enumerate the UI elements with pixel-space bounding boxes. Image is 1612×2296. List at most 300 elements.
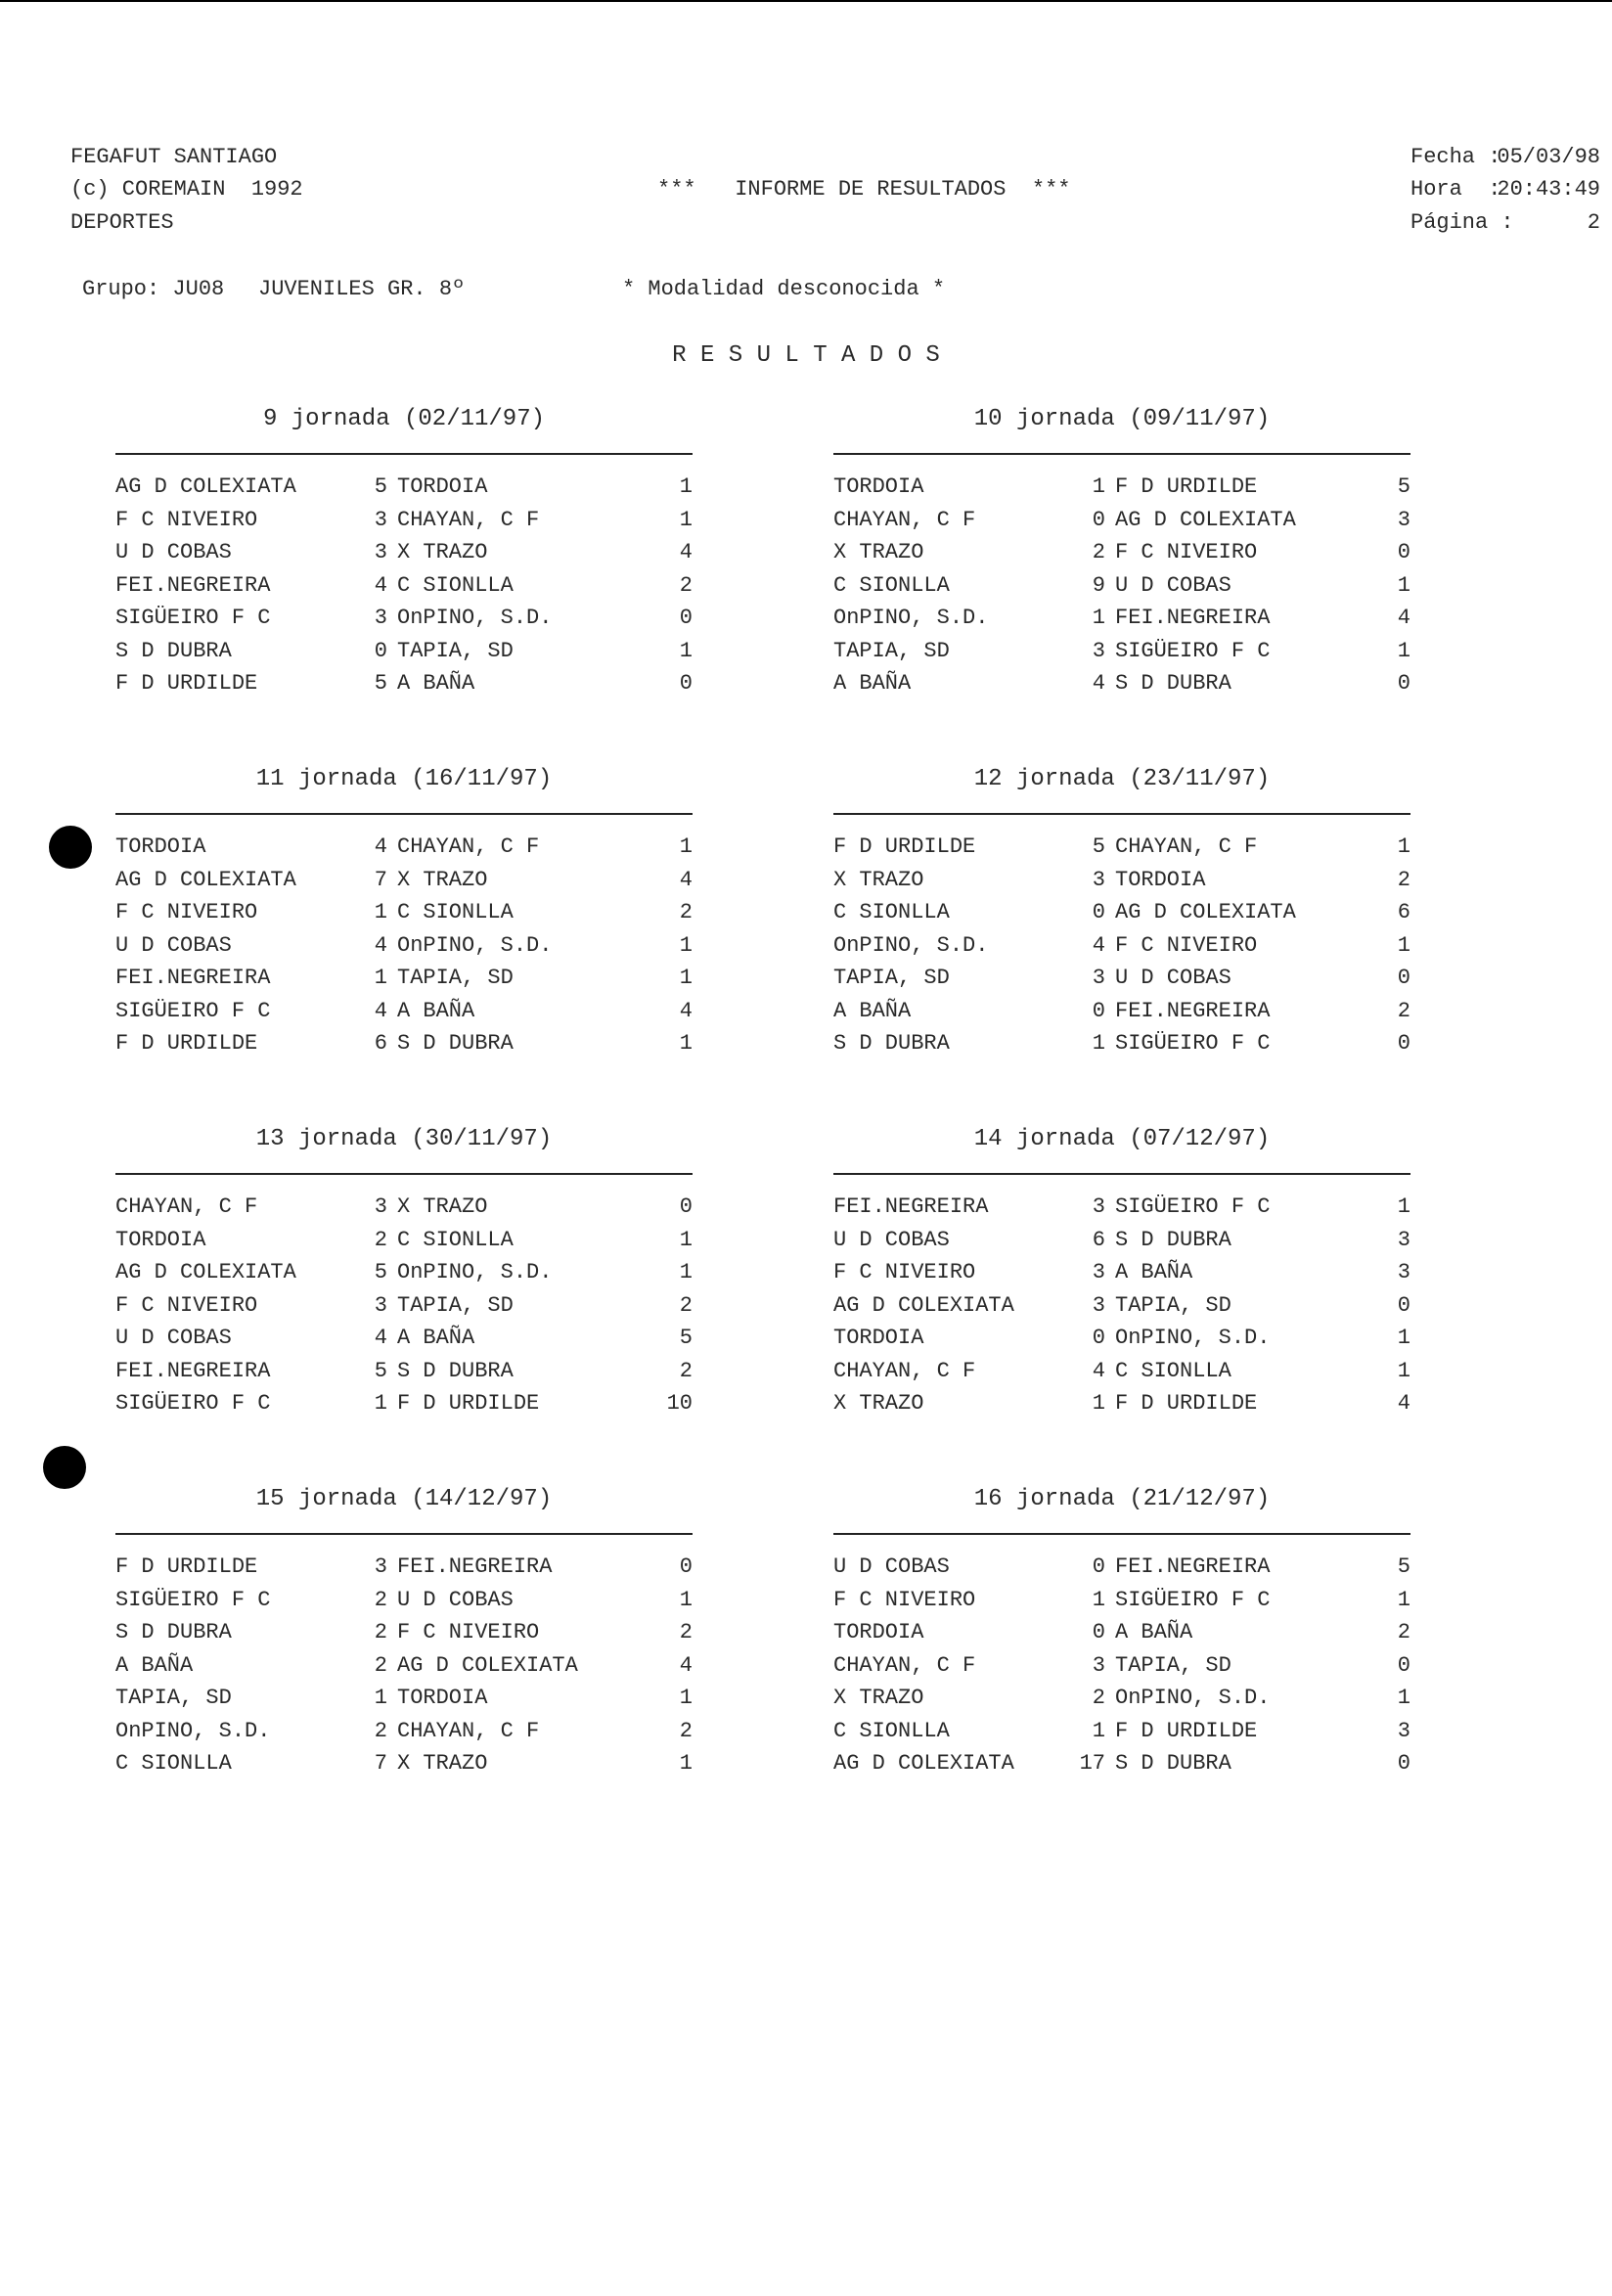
jornada-title: 10 jornada (09/11/97) bbox=[973, 406, 1271, 432]
away-team: CHAYAN, C F bbox=[397, 834, 540, 859]
home-team: AG D COLEXIATA bbox=[115, 1260, 296, 1284]
match-row bbox=[833, 1027, 1410, 1060]
match-row bbox=[833, 1584, 1410, 1617]
match-row bbox=[833, 536, 1410, 569]
away-score: 0 bbox=[1397, 540, 1410, 564]
match-row bbox=[115, 831, 693, 864]
away-team: FEI.NEGREIRA bbox=[1115, 606, 1271, 630]
away-score: 0 bbox=[1397, 1652, 1410, 1678]
away-score: 1 bbox=[679, 1751, 693, 1776]
match-row bbox=[115, 1616, 693, 1649]
away-team: TAPIA, SD bbox=[1115, 1292, 1231, 1318]
report-title: *** INFORME DE RESULTADOS *** bbox=[657, 177, 1071, 202]
home-score: 4 bbox=[1092, 932, 1105, 958]
home-team: U D COBAS bbox=[833, 1554, 950, 1579]
home-score: 1 bbox=[374, 1686, 387, 1710]
home-team: CHAYAN, C F bbox=[115, 1194, 258, 1219]
away-team: C SIONLLA bbox=[397, 900, 514, 924]
punch-hole bbox=[43, 1446, 86, 1489]
home-team: AG D COLEXIATA bbox=[833, 1751, 1014, 1776]
away-team: CHAYAN, C F bbox=[1115, 834, 1258, 859]
home-team: S D DUBRA bbox=[115, 1620, 232, 1644]
away-score: 10 bbox=[666, 1391, 693, 1416]
home-team: X TRAZO bbox=[833, 867, 924, 892]
group-category: JUVENILES GR. 8º bbox=[258, 277, 466, 301]
away-team: F D URDILDE bbox=[1115, 474, 1258, 499]
home-score: 2 bbox=[374, 1227, 387, 1252]
home-team: C SIONLLA bbox=[115, 1751, 232, 1776]
away-team: A BAÑA bbox=[1115, 1620, 1193, 1644]
home-score: 0 bbox=[1092, 998, 1105, 1023]
away-score: 0 bbox=[679, 671, 693, 696]
away-score: 1 bbox=[679, 1686, 693, 1710]
home-team: A BAÑA bbox=[833, 671, 912, 696]
match-row bbox=[833, 831, 1410, 864]
match-row bbox=[833, 1649, 1410, 1683]
away-score: 1 bbox=[679, 474, 693, 499]
away-score: 1 bbox=[1397, 932, 1410, 958]
home-team: FEI.NEGREIRA bbox=[833, 1194, 989, 1219]
divider bbox=[115, 813, 693, 815]
away-team: S D DUBRA bbox=[1115, 671, 1231, 696]
home-team: F C NIVEIRO bbox=[833, 1587, 976, 1612]
home-team: TAPIA, SD bbox=[833, 966, 950, 990]
away-team: C SIONLLA bbox=[397, 1227, 514, 1252]
punch-hole bbox=[49, 826, 92, 869]
away-team: F C NIVEIRO bbox=[1115, 540, 1258, 564]
away-score: 5 bbox=[1397, 474, 1410, 499]
home-score: 3 bbox=[1092, 1292, 1105, 1318]
away-score: 1 bbox=[679, 1260, 693, 1284]
away-score: 0 bbox=[679, 606, 693, 630]
home-score: 5 bbox=[1092, 834, 1105, 859]
away-score: 4 bbox=[679, 540, 693, 564]
match-row bbox=[833, 962, 1410, 995]
home-team: U D COBAS bbox=[115, 932, 232, 958]
match-row bbox=[833, 471, 1410, 504]
home-score: 5 bbox=[374, 1260, 387, 1284]
away-score: 1 bbox=[679, 834, 693, 859]
hora-label: Hora : bbox=[1410, 177, 1501, 202]
away-team: FEI.NEGREIRA bbox=[1115, 998, 1271, 1023]
jornada-title: 9 jornada (02/11/97) bbox=[262, 406, 546, 432]
home-score: 1 bbox=[1092, 474, 1105, 499]
pagina-label: Página : bbox=[1410, 210, 1514, 235]
home-team: OnPINO, S.D. bbox=[833, 932, 989, 958]
away-team: TORDOIA bbox=[1115, 867, 1206, 892]
home-score: 7 bbox=[374, 1751, 387, 1776]
away-score: 1 bbox=[1397, 1326, 1410, 1350]
match-row bbox=[115, 536, 693, 569]
match-row bbox=[115, 1747, 693, 1780]
home-score: 3 bbox=[374, 507, 387, 532]
home-team: OnPINO, S.D. bbox=[833, 606, 989, 630]
match-row bbox=[115, 1256, 693, 1289]
away-score: 1 bbox=[1397, 834, 1410, 859]
home-score: 3 bbox=[1092, 867, 1105, 892]
match-row bbox=[115, 1027, 693, 1060]
away-score: 3 bbox=[1397, 1260, 1410, 1284]
jornada-title: 11 jornada (16/11/97) bbox=[255, 766, 553, 792]
away-team: SIGÜEIRO F C bbox=[1115, 638, 1271, 663]
away-score: 1 bbox=[1397, 1686, 1410, 1710]
home-score: 3 bbox=[1092, 638, 1105, 663]
away-team: C SIONLLA bbox=[397, 572, 514, 598]
match-row bbox=[833, 1191, 1410, 1224]
away-team: S D DUBRA bbox=[397, 1031, 514, 1056]
home-score: 4 bbox=[374, 998, 387, 1023]
match-row bbox=[115, 667, 693, 700]
away-team: X TRAZO bbox=[397, 867, 488, 892]
jornada-title: 15 jornada (14/12/97) bbox=[255, 1486, 553, 1512]
home-score: 3 bbox=[374, 540, 387, 564]
home-team: F C NIVEIRO bbox=[833, 1260, 976, 1284]
away-team: AG D COLEXIATA bbox=[397, 1652, 578, 1678]
org-name: FEGAFUT SANTIAGO bbox=[70, 145, 278, 169]
away-team: TAPIA, SD bbox=[1115, 1652, 1231, 1678]
home-score: 0 bbox=[1092, 507, 1105, 532]
home-team: C SIONLLA bbox=[833, 572, 950, 598]
home-team: SIGÜEIRO F C bbox=[115, 1391, 271, 1416]
match-row bbox=[833, 504, 1410, 537]
away-score: 2 bbox=[679, 1292, 693, 1318]
home-score: 3 bbox=[1092, 966, 1105, 990]
away-team: S D DUBRA bbox=[1115, 1751, 1231, 1776]
top-border-line bbox=[0, 0, 1612, 2]
home-team: SIGÜEIRO F C bbox=[115, 998, 271, 1023]
match-row bbox=[115, 1289, 693, 1323]
home-score: 2 bbox=[1092, 1686, 1105, 1710]
home-team: CHAYAN, C F bbox=[833, 1358, 976, 1383]
match-row bbox=[115, 1355, 693, 1388]
home-score: 2 bbox=[1092, 540, 1105, 564]
away-team: CHAYAN, C F bbox=[397, 1718, 540, 1743]
fecha-label: Fecha : bbox=[1410, 145, 1501, 169]
home-score: 17 bbox=[1079, 1751, 1105, 1776]
away-score: 1 bbox=[1397, 1194, 1410, 1219]
away-team: SIGÜEIRO F C bbox=[1115, 1031, 1271, 1056]
home-team: AG D COLEXIATA bbox=[833, 1292, 1014, 1318]
home-team: FEI.NEGREIRA bbox=[115, 966, 271, 990]
away-score: 4 bbox=[1397, 606, 1410, 630]
home-team: TAPIA, SD bbox=[115, 1686, 232, 1710]
home-team: TAPIA, SD bbox=[833, 638, 950, 663]
home-team: FEI.NEGREIRA bbox=[115, 1358, 271, 1383]
away-team: U D COBAS bbox=[1115, 572, 1231, 598]
match-row bbox=[115, 995, 693, 1028]
match-row bbox=[833, 1682, 1410, 1715]
home-score: 3 bbox=[1092, 1260, 1105, 1284]
home-team: AG D COLEXIATA bbox=[115, 474, 296, 499]
home-team: C SIONLLA bbox=[833, 1718, 950, 1743]
home-team: X TRAZO bbox=[833, 1391, 924, 1416]
home-score: 3 bbox=[374, 1554, 387, 1579]
away-score: 3 bbox=[1397, 1718, 1410, 1743]
home-score: 2 bbox=[374, 1587, 387, 1612]
match-row bbox=[833, 1224, 1410, 1257]
jornada-title: 12 jornada (23/11/97) bbox=[973, 766, 1271, 792]
away-score: 1 bbox=[679, 638, 693, 663]
home-score: 3 bbox=[374, 606, 387, 630]
home-team: U D COBAS bbox=[115, 1326, 232, 1350]
away-team: A BAÑA bbox=[1115, 1260, 1193, 1284]
away-score: 0 bbox=[1397, 1751, 1410, 1776]
divider bbox=[115, 1533, 693, 1535]
away-team: C SIONLLA bbox=[1115, 1358, 1231, 1383]
home-score: 1 bbox=[374, 900, 387, 924]
match-row bbox=[833, 602, 1410, 635]
home-team: TORDOIA bbox=[833, 1620, 924, 1644]
match-row bbox=[833, 929, 1410, 963]
away-score: 0 bbox=[679, 1194, 693, 1219]
home-team: F C NIVEIRO bbox=[115, 1292, 258, 1318]
home-score: 3 bbox=[1092, 1652, 1105, 1678]
away-team: OnPINO, S.D. bbox=[1115, 1686, 1271, 1710]
match-row bbox=[115, 602, 693, 635]
match-row bbox=[115, 1649, 693, 1683]
away-score: 5 bbox=[1397, 1554, 1410, 1579]
away-score: 1 bbox=[1397, 1358, 1410, 1383]
home-score: 1 bbox=[1092, 1718, 1105, 1743]
away-team: X TRAZO bbox=[397, 1751, 488, 1776]
jornada-title: 14 jornada (07/12/97) bbox=[973, 1126, 1271, 1152]
match-row bbox=[833, 1289, 1410, 1323]
away-score: 2 bbox=[679, 572, 693, 598]
away-score: 1 bbox=[679, 966, 693, 990]
match-row bbox=[833, 635, 1410, 668]
match-row bbox=[115, 1191, 693, 1224]
match-row bbox=[115, 896, 693, 929]
away-score: 4 bbox=[679, 867, 693, 892]
home-team: CHAYAN, C F bbox=[833, 507, 976, 532]
away-team: AG D COLEXIATA bbox=[1115, 900, 1296, 924]
home-score: 6 bbox=[374, 1031, 387, 1056]
home-score: 2 bbox=[374, 1620, 387, 1644]
home-team: SIGÜEIRO F C bbox=[115, 606, 271, 630]
home-score: 3 bbox=[1092, 1194, 1105, 1219]
home-team: FEI.NEGREIRA bbox=[115, 572, 271, 598]
home-team: SIGÜEIRO F C bbox=[115, 1587, 271, 1612]
home-team: F D URDILDE bbox=[115, 1031, 258, 1056]
away-score: 2 bbox=[679, 1358, 693, 1383]
group-modality: * Modalidad desconocida * bbox=[622, 277, 946, 301]
home-team: AG D COLEXIATA bbox=[115, 867, 296, 892]
match-row bbox=[115, 635, 693, 668]
match-row bbox=[833, 864, 1410, 897]
away-team: TAPIA, SD bbox=[397, 966, 514, 990]
away-score: 3 bbox=[1397, 1227, 1410, 1252]
away-score: 4 bbox=[679, 998, 693, 1023]
copyright: (c) COREMAIN 1992 bbox=[70, 177, 303, 202]
home-team: S D DUBRA bbox=[115, 638, 232, 663]
match-row bbox=[115, 1715, 693, 1748]
home-score: 3 bbox=[374, 1194, 387, 1219]
away-team: SIGÜEIRO F C bbox=[1115, 1587, 1271, 1612]
away-score: 1 bbox=[679, 1227, 693, 1252]
away-score: 1 bbox=[1397, 572, 1410, 598]
divider bbox=[833, 1533, 1410, 1535]
divider bbox=[115, 1173, 693, 1175]
away-team: X TRAZO bbox=[397, 540, 488, 564]
divider bbox=[833, 813, 1410, 815]
away-team: X TRAZO bbox=[397, 1194, 488, 1219]
home-score: 0 bbox=[374, 638, 387, 663]
away-team: CHAYAN, C F bbox=[397, 507, 540, 532]
away-team: F C NIVEIRO bbox=[397, 1620, 540, 1644]
away-team: SIGÜEIRO F C bbox=[1115, 1194, 1271, 1219]
home-score: 4 bbox=[1092, 671, 1105, 696]
divider bbox=[833, 1173, 1410, 1175]
home-score: 7 bbox=[374, 867, 387, 892]
match-row bbox=[833, 1551, 1410, 1584]
match-row bbox=[833, 995, 1410, 1028]
match-row bbox=[115, 1322, 693, 1355]
away-score: 0 bbox=[679, 1554, 693, 1579]
away-team: A BAÑA bbox=[397, 1326, 475, 1350]
away-team: OnPINO, S.D. bbox=[1115, 1326, 1271, 1350]
home-score: 0 bbox=[1092, 1554, 1105, 1579]
home-team: F D URDILDE bbox=[833, 834, 976, 859]
away-team: F D URDILDE bbox=[1115, 1391, 1258, 1416]
home-score: 1 bbox=[1092, 1391, 1105, 1416]
away-score: 2 bbox=[1397, 867, 1410, 892]
match-row bbox=[115, 504, 693, 537]
match-row bbox=[115, 471, 693, 504]
home-team: F D URDILDE bbox=[115, 1554, 258, 1579]
section-title: R E S U L T A D O S bbox=[672, 342, 940, 369]
away-score: 1 bbox=[1397, 638, 1410, 663]
home-score: 0 bbox=[1092, 1620, 1105, 1644]
home-score: 0 bbox=[1092, 1326, 1105, 1350]
away-score: 0 bbox=[1397, 1031, 1410, 1056]
home-score: 1 bbox=[374, 966, 387, 990]
away-team: OnPINO, S.D. bbox=[397, 606, 553, 630]
jornada-title: 16 jornada (21/12/97) bbox=[973, 1486, 1271, 1512]
home-score: 0 bbox=[1092, 900, 1105, 924]
match-row bbox=[115, 1387, 693, 1420]
fecha-value: 05/03/98 bbox=[1497, 145, 1600, 169]
home-team: TORDOIA bbox=[115, 834, 206, 859]
away-team: TAPIA, SD bbox=[397, 638, 514, 663]
group-label: Grupo: JU08 bbox=[82, 277, 225, 301]
home-score: 5 bbox=[374, 671, 387, 696]
home-score: 1 bbox=[1092, 606, 1105, 630]
match-row bbox=[115, 1224, 693, 1257]
home-score: 3 bbox=[374, 1292, 387, 1318]
home-team: A BAÑA bbox=[833, 998, 912, 1023]
match-row bbox=[115, 929, 693, 963]
pagina-value: 2 bbox=[1587, 210, 1600, 235]
home-team: A BAÑA bbox=[115, 1652, 194, 1678]
away-team: S D DUBRA bbox=[1115, 1227, 1231, 1252]
home-team: TORDOIA bbox=[115, 1227, 206, 1252]
away-team: TAPIA, SD bbox=[397, 1292, 514, 1318]
match-row bbox=[833, 1387, 1410, 1420]
match-row bbox=[115, 962, 693, 995]
away-score: 0 bbox=[1397, 671, 1410, 696]
home-team: OnPINO, S.D. bbox=[115, 1718, 271, 1743]
away-score: 1 bbox=[679, 932, 693, 958]
away-team: TORDOIA bbox=[397, 1686, 488, 1710]
away-team: F D URDILDE bbox=[397, 1391, 540, 1416]
home-score: 1 bbox=[374, 1391, 387, 1416]
home-team: U D COBAS bbox=[115, 540, 232, 564]
away-score: 2 bbox=[679, 1620, 693, 1644]
away-score: 2 bbox=[679, 1718, 693, 1743]
home-team: S D DUBRA bbox=[833, 1031, 950, 1056]
hora-value: 20:43:49 bbox=[1497, 177, 1600, 202]
away-team: AG D COLEXIATA bbox=[1115, 507, 1296, 532]
away-team: A BAÑA bbox=[397, 998, 475, 1023]
home-score: 4 bbox=[374, 834, 387, 859]
away-score: 3 bbox=[1397, 507, 1410, 532]
home-score: 9 bbox=[1092, 572, 1105, 598]
away-score: 1 bbox=[679, 507, 693, 532]
away-score: 1 bbox=[679, 1031, 693, 1056]
home-score: 4 bbox=[1092, 1358, 1105, 1383]
away-team: S D DUBRA bbox=[397, 1358, 514, 1383]
home-score: 6 bbox=[1092, 1227, 1105, 1252]
away-score: 2 bbox=[1397, 998, 1410, 1023]
match-row bbox=[833, 1747, 1410, 1780]
away-score: 2 bbox=[679, 900, 693, 924]
home-score: 4 bbox=[374, 932, 387, 958]
away-score: 0 bbox=[1397, 1292, 1410, 1318]
home-score: 5 bbox=[374, 1358, 387, 1383]
match-row bbox=[115, 1584, 693, 1617]
home-team: X TRAZO bbox=[833, 540, 924, 564]
away-score: 2 bbox=[1397, 1620, 1410, 1644]
away-score: 0 bbox=[1397, 966, 1410, 990]
jornada-title: 13 jornada (30/11/97) bbox=[255, 1126, 553, 1152]
away-score: 6 bbox=[1397, 900, 1410, 924]
away-team: OnPINO, S.D. bbox=[397, 932, 553, 958]
home-score: 4 bbox=[374, 1326, 387, 1350]
divider bbox=[833, 453, 1410, 455]
home-score: 1 bbox=[1092, 1031, 1105, 1056]
away-team: F C NIVEIRO bbox=[1115, 932, 1258, 958]
home-team: CHAYAN, C F bbox=[833, 1652, 976, 1678]
home-score: 2 bbox=[374, 1652, 387, 1678]
home-score: 5 bbox=[374, 474, 387, 499]
away-team: U D COBAS bbox=[1115, 966, 1231, 990]
match-row bbox=[833, 896, 1410, 929]
match-row bbox=[833, 569, 1410, 603]
home-team: F C NIVEIRO bbox=[115, 900, 258, 924]
away-team: FEI.NEGREIRA bbox=[397, 1554, 553, 1579]
match-row bbox=[833, 1322, 1410, 1355]
match-row bbox=[833, 667, 1410, 700]
away-score: 5 bbox=[679, 1326, 693, 1350]
match-row bbox=[115, 569, 693, 603]
home-team: C SIONLLA bbox=[833, 900, 950, 924]
away-score: 4 bbox=[1397, 1391, 1410, 1416]
home-team: F D URDILDE bbox=[115, 671, 258, 696]
home-team: U D COBAS bbox=[833, 1227, 950, 1252]
home-team: TORDOIA bbox=[833, 474, 924, 499]
away-team: A BAÑA bbox=[397, 671, 475, 696]
away-team: F D URDILDE bbox=[1115, 1718, 1258, 1743]
home-team: TORDOIA bbox=[833, 1326, 924, 1350]
divider bbox=[115, 453, 693, 455]
away-team: FEI.NEGREIRA bbox=[1115, 1554, 1271, 1579]
match-row bbox=[833, 1616, 1410, 1649]
match-row bbox=[115, 1682, 693, 1715]
away-score: 1 bbox=[1397, 1587, 1410, 1612]
away-score: 4 bbox=[679, 1652, 693, 1678]
match-row bbox=[833, 1355, 1410, 1388]
away-score: 1 bbox=[679, 1587, 693, 1612]
